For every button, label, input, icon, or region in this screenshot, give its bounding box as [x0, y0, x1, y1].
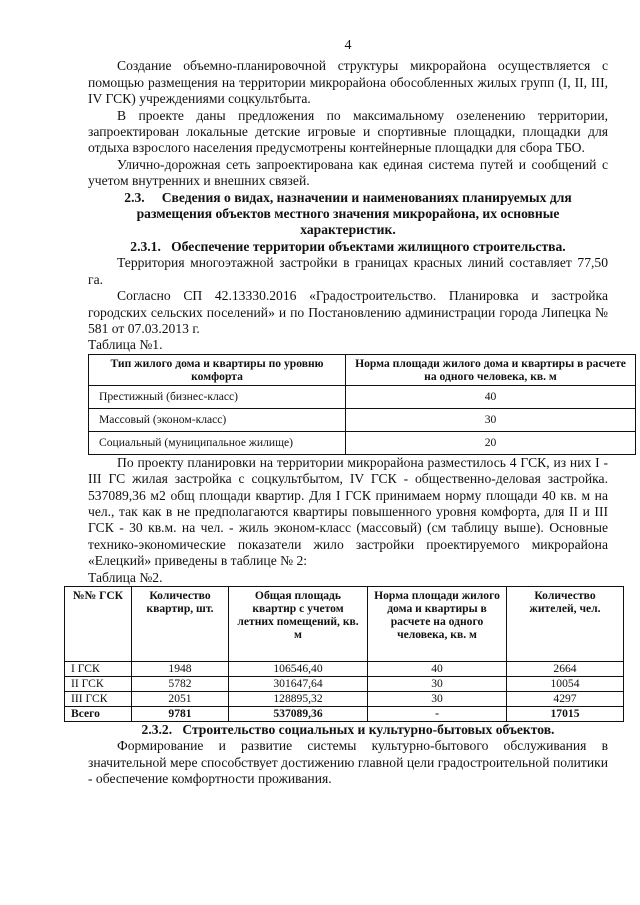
table-cell: III ГСК [65, 691, 132, 706]
table-cell: 17015 [507, 706, 624, 721]
table-cell: 106546,40 [229, 661, 368, 676]
table-header-cell: №№ ГСК [65, 586, 132, 661]
paragraph-greening: В проекте даны предложения по максимальному озеленению территории, запроектирован локальные детские игровые и спортивные площадки, площадки для отдыха взрослого населения предусмотрены контейнерные площадки для сбора ТБО. [88, 107, 608, 156]
page-number: 4 [344, 38, 352, 53]
table2-caption: Таблица №2. [88, 569, 163, 585]
table-comfort-norms [88, 354, 636, 455]
table-cell: 30 [368, 676, 507, 691]
table-row [65, 676, 624, 691]
section-number: 2.3.2. [141, 721, 173, 737]
table-cell: 40 [346, 385, 636, 408]
table-cell: 128895,32 [229, 691, 368, 706]
table-cell: 2664 [507, 661, 624, 676]
paragraph-regulation: Согласно СП 42.13330.2016 «Градостроительство. Планировка и застройка городских сельских поселений» и по Постановлению администрации города Липецка № 581 от 07.03.2013 г. [88, 288, 608, 336]
table-cell: 301647,64 [229, 676, 368, 691]
section-heading-2-3 [88, 190, 608, 239]
table-header-cell: Количество жителей, чел. [507, 586, 624, 661]
table-row [65, 661, 624, 676]
table-cell: II ГСК [65, 676, 132, 691]
table-housing-indicators [64, 586, 624, 722]
paragraph-social-objects: Формирование и развитие системы культурно-бытового обслуживания в значительной мере способствует достижению главной цели градостроительной политики - обеспечение комфортности проживания. [88, 738, 608, 787]
table-cell: 5782 [132, 676, 229, 691]
table-row [65, 691, 624, 706]
paragraph-gsk-summary: По проекту планировки на территории микрорайона разместилось 4 ГСК, из них I - III ГС жилая застройка с соцкультбытом, IV ГСК - общественно-деловая застройка. 537089,36 м2 общ площади квартир. Для I ГСК принимаем норму площади 40 кв. м на чел., так как в не предполагаются квартиры повышенного уровня комфорта, для II и III ГСК - 30 кв.м. на чел. - жиль эконом-класс (массовый) (см таблицу выше). Основные технико-экономические показатели жило застройки проектируемого микрорайона «Елецкий» приведены в таблице № 2: [88, 454, 608, 569]
table-cell: 20 [346, 431, 636, 454]
section-title: Обеспечение территории объектами жилищного строительства. [171, 238, 566, 254]
table-cell: 30 [368, 691, 507, 706]
section-number: 2.3. [124, 189, 145, 205]
table-cell: I ГСК [65, 661, 132, 676]
table-cell: 10054 [507, 676, 624, 691]
paragraph-territory: Территория многоэтажной застройки в границах красных линий составляет 77,50 га. [88, 255, 608, 287]
table-row [89, 408, 636, 431]
table-header-cell: Общая площадь квартир с учетом летних помещений, кв. м [229, 586, 368, 661]
table-header-row [65, 586, 624, 661]
table-total-row [65, 706, 624, 721]
section-heading-2-3-1 [88, 239, 608, 255]
table-header-cell: Количество квартир, шт. [132, 586, 229, 661]
table-row [89, 431, 636, 454]
paragraph-road-network: Улично-дорожная сеть запроектирована как единая система путей и сообщений с учетом внутренних и внешних связей. [88, 156, 608, 189]
table-cell: Престижный (бизнес-класс) [89, 385, 346, 408]
table-cell: 1948 [132, 661, 229, 676]
table-header-row [89, 354, 636, 385]
table-cell: - [368, 706, 507, 721]
table-cell: Массовый (эконом-класс) [89, 408, 346, 431]
section-heading-2-3-2 [88, 722, 608, 738]
table-row [89, 385, 636, 408]
table-header-cell: Тип жилого дома и квартиры по уровню комфорта [89, 354, 346, 385]
table-cell: 2051 [132, 691, 229, 706]
document-page [71, 38, 626, 788]
section-number: 2.3.1. [130, 238, 161, 254]
table-cell: 4297 [507, 691, 624, 706]
table1-caption: Таблица №1. [88, 337, 163, 353]
table-cell: Всего [65, 706, 132, 721]
paragraph-structure: Создание объемно-планировочной структуры микрорайона осуществляется с помощью размещения на территории микрорайона обособленных жилых групп (I, II, III, IV ГСК) учреждениями соцкультбыта. [88, 58, 608, 107]
table-cell: 30 [346, 408, 636, 431]
section-title: Строительство социальных и культурно-бытовых объектов. [182, 721, 555, 737]
section-title: Сведения о видах, назначении и наименованиях планируемых для размещения объектов местного значения микрорайона, их основные характеристик. [136, 189, 572, 238]
table-cell: 40 [368, 661, 507, 676]
table-header-cell: Норма площади жилого дома и квартиры в расчете на одного человека, кв. м [346, 354, 636, 385]
table-header-cell: Норма площади жилого дома и квартиры в расчете на одного человека, кв. м [368, 586, 507, 661]
table-cell: Социальный (муниципальное жилище) [89, 431, 346, 454]
table-cell: 537089,36 [229, 706, 368, 721]
table-cell: 9781 [132, 706, 229, 721]
